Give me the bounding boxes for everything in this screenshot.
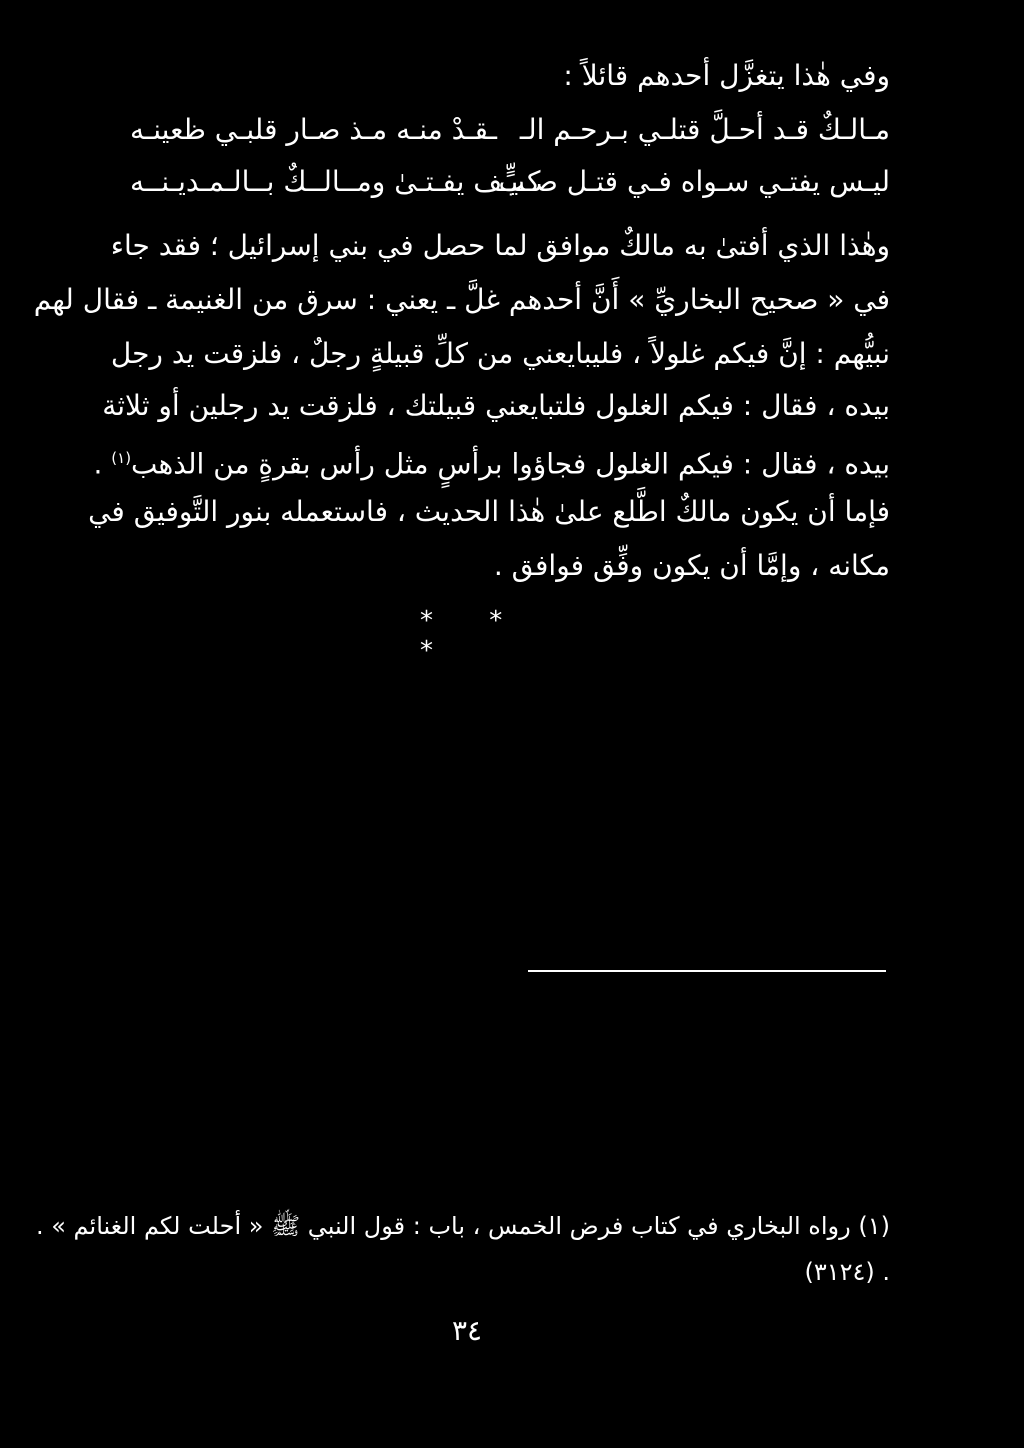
- paragraph-line: نبيُّهم : إنَّ فيكم غلولاً ، فليبايعني من كلِّ قبيلةٍ رجلٌ ، فلزقت يد رجل: [110, 337, 890, 370]
- footnote-reference-mark: (١): [111, 449, 132, 467]
- intro-line: وفي هٰذا يتغزَّل أحدهم قائلاً :: [563, 59, 890, 92]
- paragraph-line: فإما أن يكون مالكٌ اطَّلع علىٰ هٰذا الحديث ، فاستعمله بنور التَّوفيق في: [88, 495, 890, 528]
- verse-line1-second-hemistich: ـقـدْ منـه مـذ صـار قلبـي ظعينـه: [130, 113, 497, 146]
- poem-verse: [130, 110, 890, 210]
- separator-text: * * *: [420, 606, 527, 666]
- paragraph-line-end: .: [93, 447, 112, 481]
- section-separator-stars: [420, 606, 560, 666]
- verse-line1-first-hemistich: مـالـكٌ قـد أحـلَّ قتلـي بـرحـم الـ: [519, 113, 890, 146]
- paragraph-line: مكانه ، وإمَّا أن يكون وفِّق فوافق .: [493, 549, 890, 582]
- footnote-divider: [528, 970, 886, 972]
- verse-line2-first-hemistich: ليـس يفتـي سـواه فـي قتـل صـبٍّ: [498, 165, 890, 198]
- paragraph-line: وهٰذا الذي أفتىٰ به مالكٌ موافق لما حصل في بني إسرائيل ؛ فقد جاء: [110, 229, 890, 262]
- paragraph-line-text: بيده ، فقال : فيكم الغلول فجاؤوا برأسٍ مثل رأس بقرةٍ من الذهب: [131, 447, 890, 481]
- verse-line2-second-hemistich: كـيـف يفـتـىٰ ومــالــكٌ بــالـمـديـنــه: [130, 165, 541, 198]
- page-number: ٣٤: [452, 1314, 483, 1347]
- paragraph-line: [93, 438, 890, 484]
- paragraph-line: بيده ، فقال : فيكم الغلول فلتبايعني قبيلتك ، فلزقت يد رجلين أو ثلاثة: [102, 389, 890, 422]
- paragraph-line: في « صحيح البخاريِّ » أَنَّ أحدهم غلَّ ـ يعني : سرق من الغنيمة ـ فقال لهم: [33, 283, 890, 316]
- footnote-line: (٣١٢٤) .: [804, 1258, 890, 1286]
- footnote-line: (١) رواه البخاري في كتاب فرض الخمس ، باب : قول النبي ﷺ « أحلت لكم الغنائم » .: [35, 1212, 890, 1240]
